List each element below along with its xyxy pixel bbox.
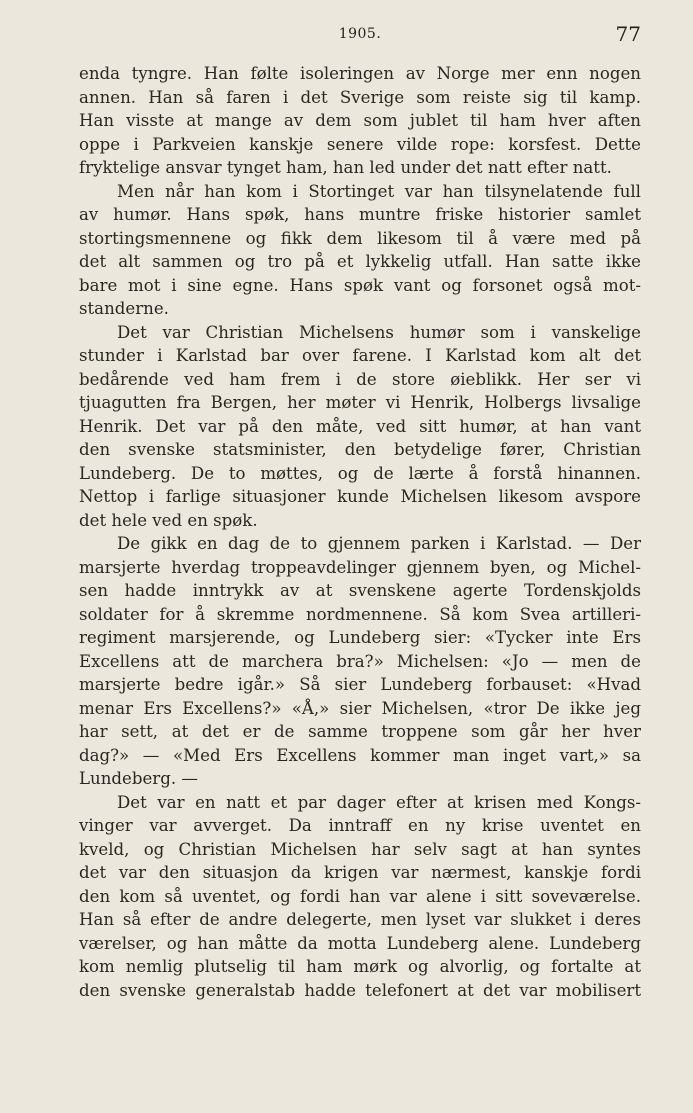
- text-line: Lundeberg. —: [79, 769, 198, 788]
- text-line: det hele ved en spøk.: [79, 510, 258, 530]
- text-line: Excellens att de marchera bra?» Michelsen: «Jo — men de: [79, 651, 641, 671]
- text-line: bedårende ved ham frem i de store øieblikk. Her ser vi: [79, 369, 641, 389]
- text-line: vinger var avverget. Da inntraff en ny krise uventet en: [79, 816, 641, 835]
- text-line: oppe i Parkveien kanskje senere vilde rope: korsfest. Dette: [79, 134, 641, 154]
- text-line: menar Ers Excellens?» «Å,» sier Michelsen, «tror De ikke jeg: [79, 698, 641, 718]
- running-head-year: 1905.: [338, 26, 382, 42]
- text-line: det var den situasjon da krigen var nærmest, kanskje fordi: [79, 863, 641, 882]
- text-line: kom nemlig plutselig til ham mørk og alvorlig, og fortalte at: [79, 957, 641, 976]
- text-line: Det var Christian Michelsens humør som i vanskelige: [117, 322, 641, 342]
- text-line: Men når han kom i Stortinget var han tilsynelatende full: [117, 181, 641, 201]
- text-line: De gikk en dag de to gjennem parken i Karlstad. — Der: [117, 534, 641, 553]
- text-line: Det var en natt et par dager efter at krisen med Kongs-: [117, 792, 641, 812]
- text-line: stortingsmennene og fikk dem likesom til å være med på: [79, 228, 641, 248]
- text-line: marsjerte hverdag troppeavdelinger gjennem byen, og Michel-: [79, 557, 641, 577]
- text-line: Henrik. Det var på den måte, ved sitt humør, at han vant: [79, 416, 641, 436]
- text-line: Lundeberg. De to møttes, og de lærte å forstå hinannen.: [79, 463, 641, 483]
- text-line: standerne.: [79, 299, 169, 318]
- body-text: [79, 62, 641, 1002]
- text-line: Han visste at mange av dem som jublet til ham hver aften: [79, 111, 641, 130]
- text-line: enda tyngre. Han følte isoleringen av Norge mer enn nogen: [79, 64, 641, 83]
- page-number: 77: [615, 22, 641, 46]
- text-line: det alt sammen og tro på et lykkelig utfall. Han satte ikke: [79, 252, 641, 271]
- text-line: sen hadde inntrykk av at svenskene agerte Tordenskjolds: [79, 581, 641, 600]
- text-line: den kom så uventet, og fordi han var alene i sitt soveværelse.: [79, 886, 641, 906]
- text-line: tjuagutten fra Bergen, her møter vi Henrik, Holbergs livsalige: [79, 393, 641, 412]
- text-line: Han så efter de andre delegerte, men lyset var slukket i deres: [79, 910, 641, 929]
- text-line: fryktelige ansvar tynget ham, han led under det natt efter natt.: [79, 158, 612, 177]
- text-line: kveld, og Christian Michelsen har selv sagt at han syntes: [79, 839, 641, 859]
- text-line: har sett, at det er de samme troppene som går her hver: [79, 722, 641, 741]
- text-line: Nettop i farlige situasjoner kunde Michelsen likesom avspore: [79, 487, 641, 506]
- text-line: den svenske statsminister, den betydelige fører, Christian: [79, 440, 641, 459]
- running-head: [79, 22, 641, 50]
- text-line: dag?» — «Med Ers Excellens kommer man inget vart,» sa: [79, 745, 641, 765]
- text-line: regiment marsjerende, og Lundeberg sier: «Tycker inte Ers: [79, 628, 641, 647]
- text-line: bare mot i sine egne. Hans spøk vant og forsonet også mot-: [79, 275, 641, 295]
- text-line: annen. Han så faren i det Sverige som reiste sig til kamp.: [79, 87, 641, 107]
- text-line: stunder i Karlstad bar over farene. I Karlstad kom alt det: [79, 346, 641, 365]
- text-line: værelser, og han måtte da motta Lundeberg alene. Lundeberg: [79, 933, 641, 953]
- text-line: av humør. Hans spøk, hans muntre friske historier samlet: [79, 205, 641, 224]
- text-line: soldater for å skremme nordmennene. Så kom Svea artilleri-: [79, 604, 641, 624]
- text-line: den svenske generalstab hadde telefonert at det var mobilisert: [79, 980, 641, 1000]
- text-line: marsjerte bedre igår.» Så sier Lundeberg forbauset: «Hvad: [79, 675, 641, 694]
